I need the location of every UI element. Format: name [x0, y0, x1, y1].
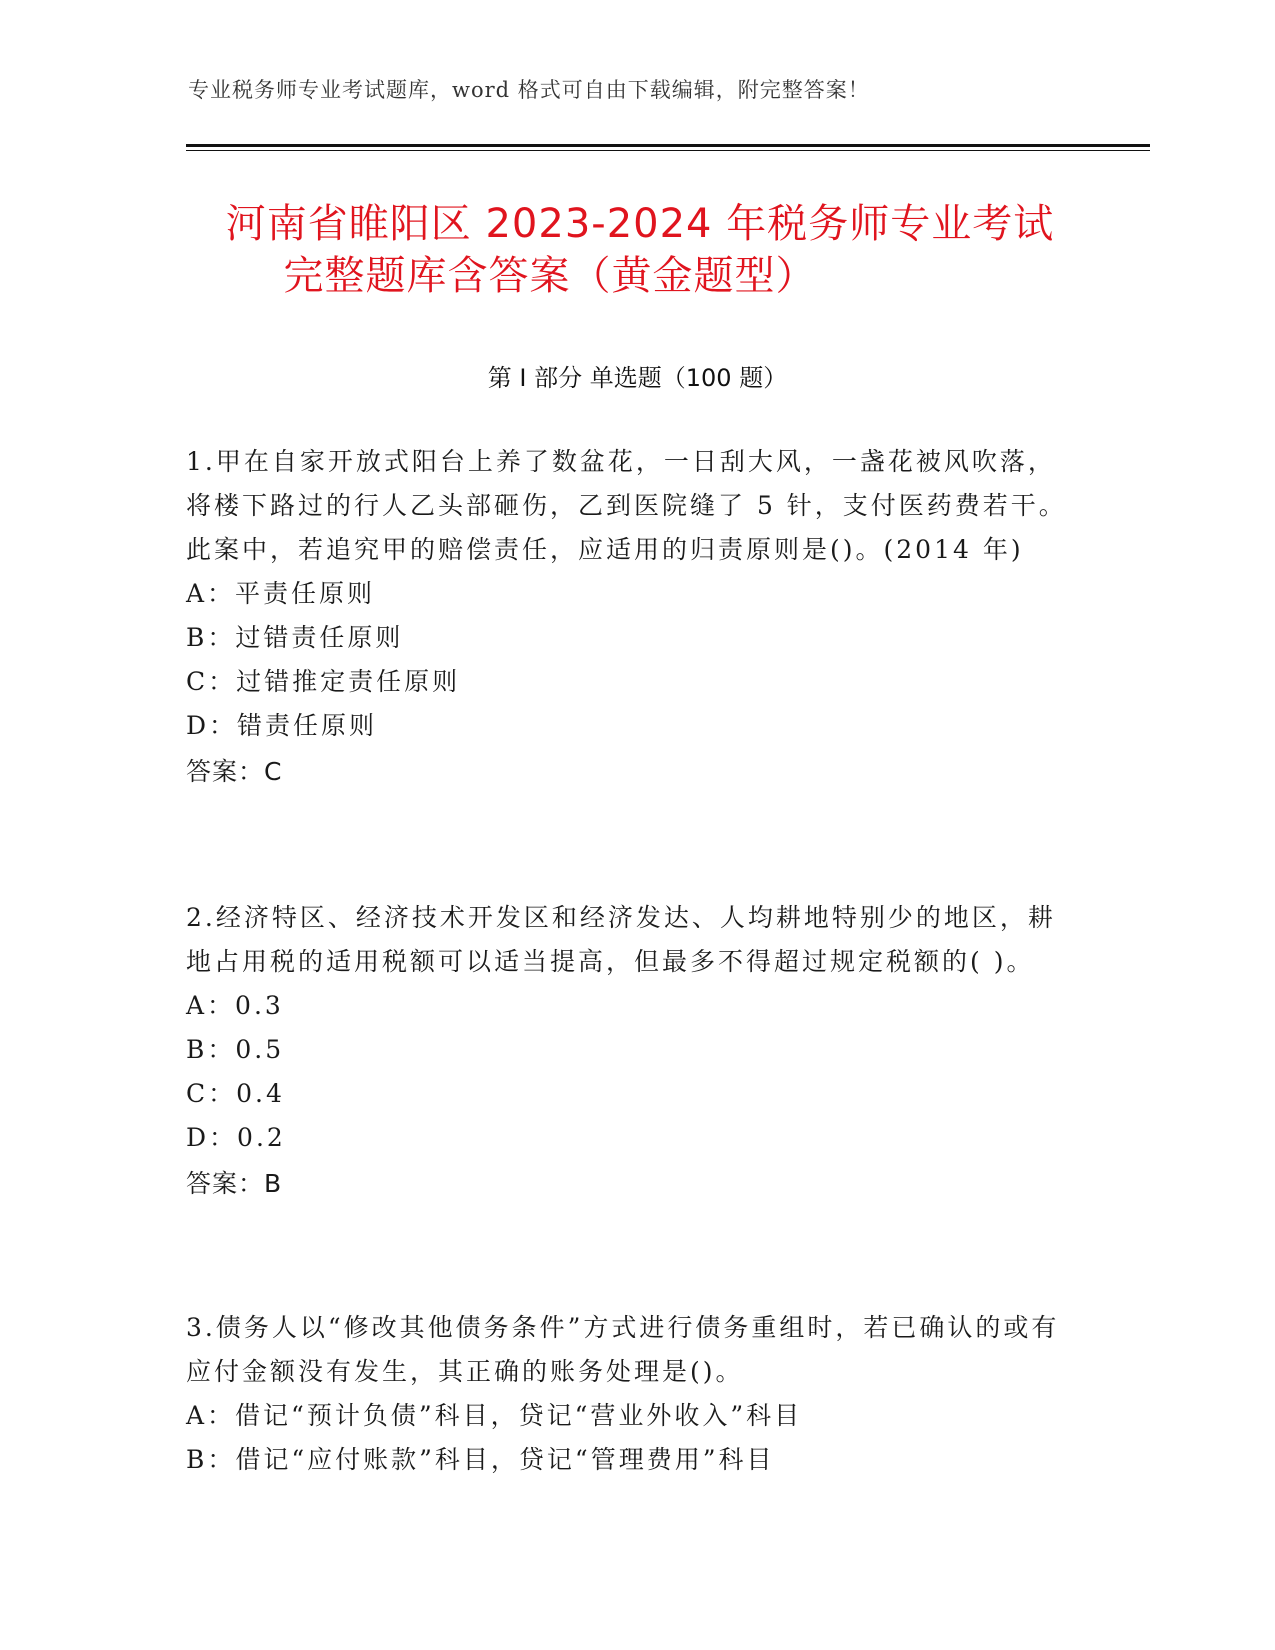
- option-b: B：借记“应付账款”科目，贷记“管理费用”科目: [186, 1445, 775, 1474]
- header-rule-thin: [186, 150, 1150, 151]
- question-stem: 3.债务人以“修改其他债务条件”方式进行债务重组时，若已确认的或有应付金额没有发生，其正确的账务处理是()。: [186, 1313, 1060, 1386]
- question-2: [186, 896, 1076, 1208]
- question-stem: 2.经济特区、经济技术开发区和经济发达、人均耕地特别少的地区，耕地占用税的适用税额可以适当提高，但最多不得超过规定税额的( )。: [186, 903, 1056, 976]
- option-a: A：借记“预计负债”科目，贷记“营业外收入”科目: [186, 1401, 803, 1430]
- option-c: C：0.4: [186, 1079, 285, 1108]
- question-3: [186, 1306, 1076, 1482]
- document-title-line2: 完整题库含答案（黄金题型）: [283, 253, 817, 299]
- option-a: A：平责任原则: [186, 579, 376, 608]
- header-note: 专业税务师专业考试题库，word 格式可自由下载编辑，附完整答案！: [188, 78, 870, 102]
- question-stem: 1.甲在自家开放式阳台上养了数盆花，一日刮大风，一盏花被风吹落，将楼下路过的行人乙头部砸伤，乙到医院缝了 5 针，支付医药费若干。此案中，若追究甲的赔偿责任，应适用的归责原则是()。(2014 年): [186, 447, 1067, 564]
- option-c: C：过错推定责任原则: [186, 667, 461, 696]
- option-d: D：错责任原则: [186, 711, 378, 740]
- question-1: [186, 440, 1076, 796]
- header-rule-thick: [186, 144, 1150, 147]
- document-title-line1: 河南省睢阳区 2023-2024 年税务师专业考试: [225, 201, 1055, 247]
- option-d: D：0.2: [186, 1123, 286, 1152]
- option-b: B：0.5: [186, 1035, 285, 1064]
- option-a: A：0.3: [186, 991, 284, 1020]
- option-b: B：过错责任原则: [186, 623, 404, 652]
- section-heading: 第 I 部分 单选题（100 题）: [487, 364, 788, 392]
- answer: 答案：C: [186, 757, 283, 786]
- answer: 答案：B: [186, 1169, 283, 1198]
